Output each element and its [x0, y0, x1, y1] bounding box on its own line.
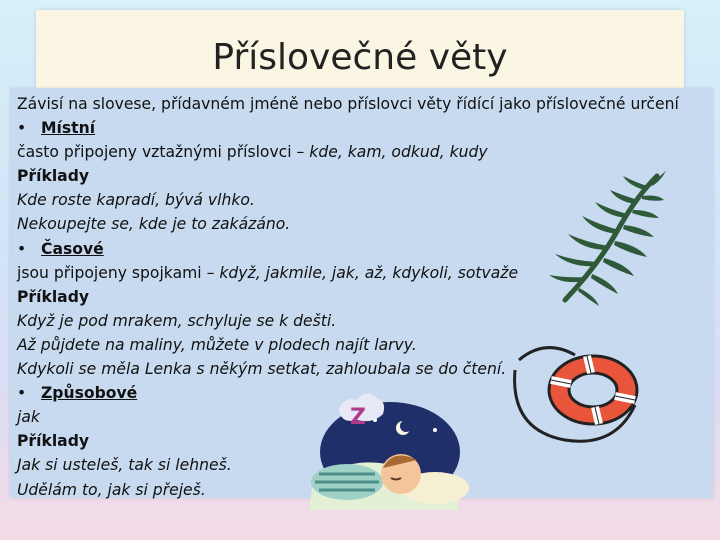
mistni-desc [17, 140, 717, 164]
fern-icon [545, 168, 675, 308]
examples-label: Příklady [17, 287, 90, 306]
example-text: Nekoupejte se, kde je to zakázáno. [17, 215, 291, 234]
bullet-icon: • [17, 384, 27, 403]
heading-mistni: Místní [41, 119, 96, 138]
bullet-icon: • [17, 239, 27, 258]
heading-zpusobove: Způsobové [41, 384, 138, 403]
casove-desc-prefix: jsou připojeny spojkami – [17, 263, 220, 282]
sleeping-child-icon [295, 390, 475, 510]
intro-text: Závisí na slovese, přídavném jméně nebo příslovci věty řídící jako příslovečné určení [17, 95, 679, 113]
example-text: Kdykoli se měla Lenka s někým setkat, zahloubala se do čtení. [17, 360, 507, 379]
title-box [36, 10, 684, 88]
mistni-desc-prefix: často připojeny vztažnými příslovci – [17, 143, 310, 162]
examples-label: Příklady [17, 167, 90, 186]
example-text: Když je pod mrakem, schyluje se k dešti. [17, 311, 337, 330]
intro-line [17, 92, 717, 116]
zpusobove-conjunction: jak [17, 408, 40, 427]
bullet-icon: • [17, 119, 27, 138]
examples-label: Příklady [17, 432, 90, 451]
example-text: Udělám to, jak si přeješ. [17, 480, 206, 499]
example-text: Až půjdete na maliny, můžete v plodech najít larvy. [17, 335, 417, 354]
bullet-mistni [17, 116, 717, 140]
slide-title: Příslovečné věty [212, 37, 508, 78]
example-text: Kde roste kapradí, bývá vlhko. [17, 191, 255, 210]
casove-conjunctions: když, jakmile, jak, až, kdykoli, sotvaže [219, 263, 519, 282]
sleep-letter-z: Z [350, 405, 366, 430]
mistni-adverbs: kde, kam, odkud, kudy [309, 143, 488, 162]
life-buoy-icon [505, 330, 645, 450]
heading-casove: Časové [41, 239, 104, 258]
example-text: Jak si usteleš, tak si lehneš. [17, 456, 232, 475]
